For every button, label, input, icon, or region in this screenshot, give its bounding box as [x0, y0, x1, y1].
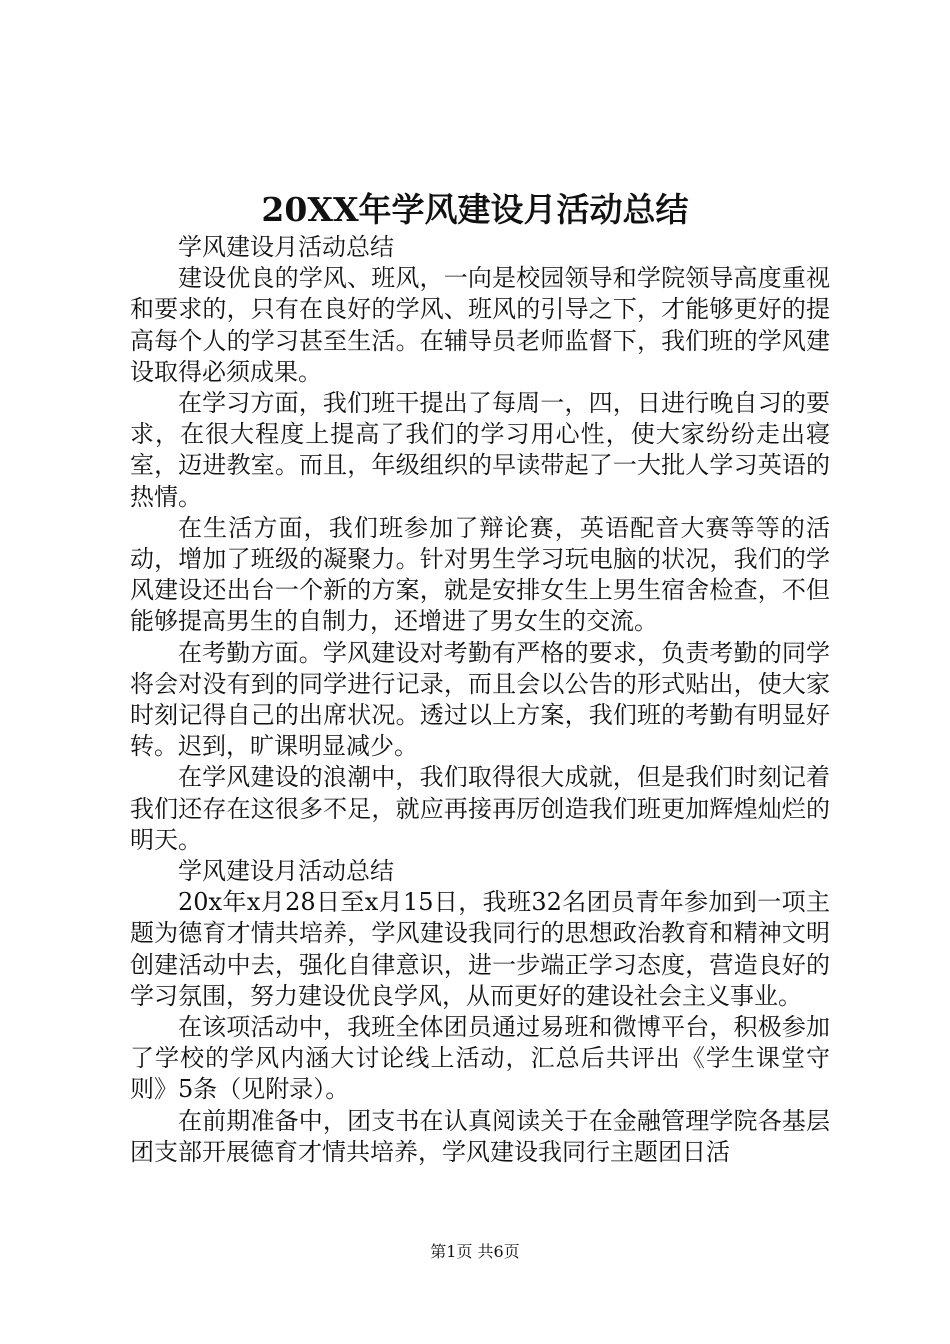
paragraph-9: 在该项活动中，我班全体团员通过易班和微博平台，积极参加了学校的学风内涵大讨论线上活动，汇总后共评出《学生课堂守则》5条（见附录）。: [130, 1013, 830, 1104]
document-title: 20XX年学风建设月活动总结: [261, 190, 689, 229]
paragraph-10: 在前期准备中，团支书在认真阅读关于在金融管理学院各基层团支部开展德育才情共培养，学风建设我同行主题团日活: [130, 1106, 830, 1166]
paragraph-7: 学风建设月活动总结: [178, 857, 394, 886]
paragraph-2: 建设优良的学风、班风，一向是校园领导和学院领导高度重视和要求的，只有在良好的学风、班风的引导之下，才能够更好的提高每个人的学习甚至生活。在辅导员老师监督下，我们班的学风建设取得必须成果。: [130, 264, 830, 386]
paragraph-4: 在生活方面，我们班参加了辩论赛，英语配音大赛等等的活动，增加了班级的凝聚力。针对男生学习玩电脑的状况，我们的学风建设还出台一个新的方案，就是安排女生上男生宿舍检查，不但能够提高男生的自制力，还增进了男女生的交流。: [130, 513, 830, 636]
page-number-footer: 第1页 共6页: [430, 1242, 520, 1261]
paragraph-8: 20x年x月28日至x月15日，我班32名团员青年参加到一项主题为德育才情共培养，学风建设我同行的思想政治教育和精神文明创建活动中去，强化自律意识，进一步端正学习态度，营造良好的学习氛围，努力建设优良学风，从而更好的建设社会主义事业。: [130, 888, 830, 1010]
paragraph-5: 在考勤方面。学风建设对考勤有严格的要求，负责考勤的同学将会对没有到的同学进行记录，而且会以公告的形式贴出，使大家时刻记得自己的出席状况。透过以上方案，我们班的考勤有明显好转。迟到，旷课明显减少。: [130, 638, 830, 761]
document-body: [130, 232, 830, 1168]
paragraph-3: 在学习方面，我们班干提出了每周一，四，日进行晚自习的要求，在很大程度上提高了我们的学习用心性，使大家纷纷走出寝室，迈进教室。而且，年级组织的早读带起了一大批人学习英语的热情。: [130, 389, 830, 511]
paragraph-6: 在学风建设的浪潮中，我们取得很大成就，但是我们时刻记着我们还存在这很多不足，就应再接再厉创造我们班更加辉煌灿烂的明天。: [130, 763, 830, 854]
paragraph-1: 学风建设月活动总结: [178, 233, 394, 261]
